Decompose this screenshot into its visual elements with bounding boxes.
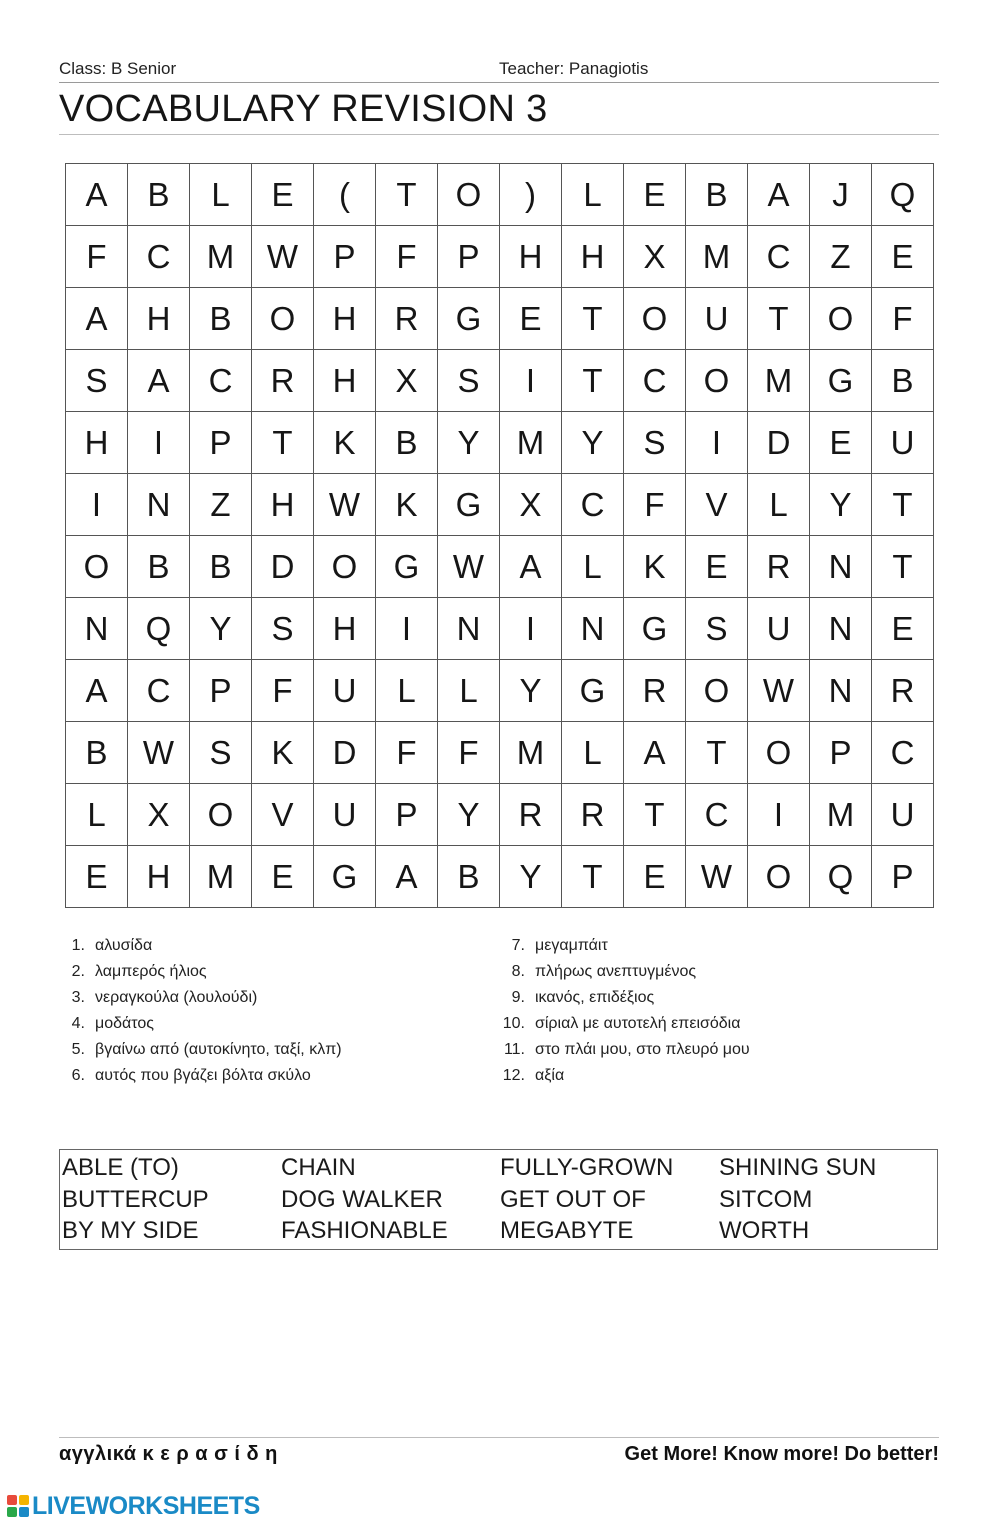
grid-cell[interactable]: E xyxy=(500,288,562,350)
grid-cell[interactable]: M xyxy=(190,846,252,908)
grid-cell[interactable]: N xyxy=(810,536,872,598)
word-bank-item: GET OUT OF xyxy=(500,1185,646,1213)
grid-cell[interactable]: Y xyxy=(190,598,252,660)
grid-cell[interactable]: C xyxy=(128,660,190,722)
grid-cell[interactable]: U xyxy=(314,784,376,846)
grid-cell[interactable]: S xyxy=(252,598,314,660)
clue-number: 2. xyxy=(71,963,85,980)
grid-cell[interactable]: K xyxy=(314,412,376,474)
word-bank-item: BUTTERCUP xyxy=(62,1185,209,1213)
grid-cell[interactable]: Y xyxy=(438,412,500,474)
footer-author: αγγλικά κ ε ρ α σ ί δ η xyxy=(59,1443,278,1465)
grid-cell[interactable]: A xyxy=(66,288,128,350)
grid-cell[interactable]: Q xyxy=(810,846,872,908)
grid-cell[interactable]: C xyxy=(624,350,686,412)
grid-cell[interactable]: S xyxy=(686,598,748,660)
grid-cell[interactable]: X xyxy=(624,226,686,288)
footer-divider xyxy=(59,1437,939,1438)
word-bank-item: SITCOM xyxy=(719,1185,813,1213)
grid-cell[interactable]: F xyxy=(438,722,500,784)
grid-cell[interactable]: J xyxy=(810,164,872,226)
clue-number: 5. xyxy=(71,1041,85,1058)
grid-cell[interactable]: P xyxy=(438,226,500,288)
grid-cell[interactable]: O xyxy=(438,164,500,226)
clue-number: 7. xyxy=(511,937,525,954)
grid-row xyxy=(66,474,934,536)
grid-cell[interactable]: F xyxy=(872,288,934,350)
grid-cell[interactable]: Q xyxy=(128,598,190,660)
grid-cell[interactable]: I xyxy=(748,784,810,846)
grid-cell[interactable]: N xyxy=(810,660,872,722)
clue-text: βγαίνω από (αυτοκίνητο, ταξί, κλπ) xyxy=(95,1041,342,1058)
grid-cell[interactable]: N xyxy=(128,474,190,536)
grid-cell[interactable]: O xyxy=(252,288,314,350)
grid-cell[interactable]: E xyxy=(66,846,128,908)
grid-cell[interactable]: B xyxy=(66,722,128,784)
grid-cell[interactable]: G xyxy=(314,846,376,908)
word-bank-item: DOG WALKER xyxy=(281,1185,443,1213)
clue-number: 12. xyxy=(502,1067,525,1084)
grid-cell[interactable]: H xyxy=(252,474,314,536)
grid-cell[interactable]: O xyxy=(624,288,686,350)
grid-cell[interactable]: T xyxy=(562,288,624,350)
grid-cell[interactable]: H xyxy=(128,846,190,908)
grid-cell[interactable]: I xyxy=(128,412,190,474)
footer-slogan: Get More! Know more! Do better! xyxy=(624,1443,939,1465)
grid-cell[interactable]: K xyxy=(624,536,686,598)
grid-cell[interactable]: B xyxy=(376,412,438,474)
clue-text: στο πλάι μου, στο πλευρό μου xyxy=(535,1041,750,1058)
grid-cell[interactable]: I xyxy=(686,412,748,474)
grid-cell[interactable]: M xyxy=(748,350,810,412)
clue-item xyxy=(59,1063,499,1089)
grid-cell[interactable]: O xyxy=(190,784,252,846)
grid-cell[interactable]: B xyxy=(190,288,252,350)
grid-cell[interactable]: H xyxy=(128,288,190,350)
grid-row xyxy=(66,536,934,598)
grid-cell[interactable]: U xyxy=(314,660,376,722)
grid-cell[interactable]: G xyxy=(438,288,500,350)
grid-cell[interactable]: R xyxy=(252,350,314,412)
grid-cell[interactable]: R xyxy=(562,784,624,846)
grid-cell[interactable]: T xyxy=(252,412,314,474)
grid-cell[interactable]: Y xyxy=(562,412,624,474)
grid-cell[interactable]: A xyxy=(66,660,128,722)
grid-cell[interactable]: L xyxy=(562,722,624,784)
grid-cell[interactable]: L xyxy=(438,660,500,722)
grid-cell[interactable]: R xyxy=(872,660,934,722)
grid-cell[interactable]: G xyxy=(562,660,624,722)
grid-row xyxy=(66,164,934,226)
grid-cell[interactable]: U xyxy=(686,288,748,350)
clue-text: μοδάτος xyxy=(95,1015,154,1032)
grid-cell[interactable]: Y xyxy=(810,474,872,536)
grid-cell[interactable]: L xyxy=(748,474,810,536)
grid-row xyxy=(66,226,934,288)
grid-cell[interactable]: P xyxy=(190,412,252,474)
word-search-grid xyxy=(65,163,934,908)
grid-cell[interactable]: U xyxy=(872,784,934,846)
grid-row xyxy=(66,784,934,846)
grid-cell[interactable]: O xyxy=(748,722,810,784)
grid-cell[interactable]: F xyxy=(624,474,686,536)
grid-cell[interactable]: Q xyxy=(872,164,934,226)
word-bank-item: BY MY SIDE xyxy=(62,1217,199,1244)
grid-cell[interactable]: E xyxy=(252,846,314,908)
grid-cell[interactable]: B xyxy=(872,350,934,412)
grid-cell[interactable]: H xyxy=(500,226,562,288)
grid-cell[interactable]: T xyxy=(376,164,438,226)
grid-cell[interactable]: N xyxy=(810,598,872,660)
word-bank-item: CHAIN xyxy=(281,1154,356,1181)
clue-item xyxy=(59,1011,499,1037)
word-bank-item: ABLE (TO) xyxy=(62,1154,179,1181)
grid-cell[interactable]: R xyxy=(748,536,810,598)
grid-row xyxy=(66,598,934,660)
grid-cell[interactable]: P xyxy=(872,846,934,908)
grid-cell[interactable]: M xyxy=(686,226,748,288)
grid-cell[interactable]: N xyxy=(438,598,500,660)
grid-cell[interactable]: G xyxy=(624,598,686,660)
grid-cell[interactable]: C xyxy=(872,722,934,784)
grid-cell[interactable]: L xyxy=(66,784,128,846)
page-title: VOCABULARY REVISION 3 xyxy=(59,86,939,135)
clue-text: μεγαμπάιτ xyxy=(535,937,608,954)
grid-cell[interactable]: H xyxy=(314,598,376,660)
clue-item xyxy=(499,933,939,959)
word-bank-item: FASHIONABLE xyxy=(281,1217,448,1244)
grid-cell[interactable]: T xyxy=(872,474,934,536)
grid-cell[interactable]: A xyxy=(66,164,128,226)
grid-cell[interactable]: N xyxy=(562,598,624,660)
word-bank-item: SHINING SUN xyxy=(719,1154,877,1181)
grid-cell[interactable]: R xyxy=(500,784,562,846)
grid-cell[interactable]: A xyxy=(624,722,686,784)
grid-cell[interactable]: E xyxy=(686,536,748,598)
grid-cell[interactable]: Y xyxy=(500,846,562,908)
grid-cell[interactable]: T xyxy=(872,536,934,598)
liveworksheets-logo-icon xyxy=(6,1494,30,1518)
grid-cell[interactable]: D xyxy=(314,722,376,784)
grid-cell[interactable]: F xyxy=(252,660,314,722)
grid-cell[interactable]: E xyxy=(252,164,314,226)
grid-cell[interactable]: K xyxy=(376,474,438,536)
grid-cell[interactable]: B xyxy=(128,164,190,226)
grid-cell[interactable]: O xyxy=(810,288,872,350)
grid-cell[interactable]: V xyxy=(686,474,748,536)
grid-cell[interactable]: T xyxy=(686,722,748,784)
grid-cell[interactable]: O xyxy=(66,536,128,598)
grid-cell[interactable]: U xyxy=(872,412,934,474)
grid-cell[interactable]: E xyxy=(624,846,686,908)
grid-cell[interactable]: X xyxy=(376,350,438,412)
clue-text: αυτός που βγάζει βόλτα σκύλο xyxy=(95,1067,311,1084)
grid-cell[interactable]: W xyxy=(748,660,810,722)
grid-cell[interactable]: E xyxy=(872,598,934,660)
grid-cell[interactable]: G xyxy=(376,536,438,598)
clue-list-right xyxy=(499,933,939,1089)
grid-cell[interactable]: Y xyxy=(438,784,500,846)
clue-item xyxy=(59,985,499,1011)
clue-number: 6. xyxy=(71,1067,85,1084)
grid-cell[interactable]: S xyxy=(624,412,686,474)
grid-cell[interactable]: P xyxy=(314,226,376,288)
grid-cell[interactable]: A xyxy=(128,350,190,412)
grid-cell[interactable]: B xyxy=(686,164,748,226)
grid-cell[interactable]: I xyxy=(500,598,562,660)
grid-cell[interactable]: B xyxy=(128,536,190,598)
grid-cell[interactable]: C xyxy=(190,350,252,412)
clue-item xyxy=(499,959,939,985)
grid-cell[interactable]: E xyxy=(810,412,872,474)
grid-cell[interactable]: O xyxy=(748,846,810,908)
grid-cell[interactable]: C xyxy=(748,226,810,288)
grid-cell[interactable]: ) xyxy=(500,164,562,226)
grid-cell[interactable]: L xyxy=(562,536,624,598)
clue-item xyxy=(59,933,499,959)
clue-text: πλήρως ανεπτυγμένος xyxy=(535,963,697,980)
grid-row xyxy=(66,288,934,350)
grid-cell[interactable]: H xyxy=(562,226,624,288)
grid-cell[interactable]: E xyxy=(872,226,934,288)
grid-cell[interactable]: ( xyxy=(314,164,376,226)
clue-list-left xyxy=(59,933,499,1089)
grid-cell[interactable]: D xyxy=(252,536,314,598)
grid-cell[interactable]: S xyxy=(190,722,252,784)
grid-cell[interactable]: F xyxy=(66,226,128,288)
clue-number: 4. xyxy=(71,1015,85,1032)
grid-cell[interactable]: R xyxy=(624,660,686,722)
grid-cell[interactable]: T xyxy=(562,846,624,908)
grid-row xyxy=(66,722,934,784)
grid-row xyxy=(66,846,934,908)
clue-number: 11. xyxy=(503,1041,525,1058)
grid-cell[interactable]: O xyxy=(314,536,376,598)
clue-text: αξία xyxy=(535,1067,565,1084)
grid-cell[interactable]: T xyxy=(748,288,810,350)
grid-cell[interactable]: A xyxy=(500,536,562,598)
class-label: Class: B Senior xyxy=(59,59,177,78)
word-bank-item: FULLY-GROWN xyxy=(500,1154,674,1181)
grid-cell[interactable]: L xyxy=(190,164,252,226)
clue-text: λαμπερός ήλιος xyxy=(95,963,207,980)
grid-cell[interactable]: M xyxy=(810,784,872,846)
grid-cell[interactable]: C xyxy=(686,784,748,846)
grid-cell[interactable]: L xyxy=(562,164,624,226)
clue-number: 8. xyxy=(511,963,525,980)
clue-number: 9. xyxy=(511,989,525,1006)
word-bank-item: MEGABYTE xyxy=(500,1217,634,1244)
clue-item xyxy=(499,1037,939,1063)
clue-number: 1. xyxy=(71,937,85,954)
grid-cell[interactable]: O xyxy=(686,350,748,412)
grid-cell[interactable]: T xyxy=(624,784,686,846)
word-bank-item: WORTH xyxy=(719,1217,810,1244)
clue-item xyxy=(59,959,499,985)
grid-cell[interactable]: M xyxy=(500,722,562,784)
grid-cell[interactable]: W xyxy=(686,846,748,908)
grid-cell[interactable]: X xyxy=(500,474,562,536)
grid-cell[interactable]: L xyxy=(376,660,438,722)
grid-cell[interactable]: B xyxy=(190,536,252,598)
grid-cell[interactable]: Z xyxy=(190,474,252,536)
grid-cell[interactable]: M xyxy=(500,412,562,474)
clue-item xyxy=(499,1063,939,1089)
grid-cell[interactable]: P xyxy=(376,784,438,846)
grid-cell[interactable]: O xyxy=(686,660,748,722)
grid-cell[interactable]: W xyxy=(128,722,190,784)
liveworksheets-brand[interactable] xyxy=(6,1491,260,1521)
grid-cell[interactable]: F xyxy=(376,226,438,288)
grid-cell[interactable]: H xyxy=(314,288,376,350)
grid-cell[interactable]: W xyxy=(314,474,376,536)
grid-cell[interactable]: D xyxy=(748,412,810,474)
grid-cell[interactable]: I xyxy=(500,350,562,412)
clue-text: νεραγκούλα (λουλούδι) xyxy=(95,989,258,1006)
grid-cell[interactable]: C xyxy=(128,226,190,288)
clue-text: σίριαλ με αυτοτελή επεισόδια xyxy=(535,1015,741,1032)
grid-cell[interactable]: X xyxy=(128,784,190,846)
word-bank xyxy=(59,1149,938,1250)
grid-cell[interactable]: Y xyxy=(500,660,562,722)
grid-cell[interactable]: S xyxy=(438,350,500,412)
grid-cell[interactable]: U xyxy=(748,598,810,660)
teacher-label: Teacher: Panagiotis xyxy=(499,59,649,78)
worksheet-header xyxy=(59,58,939,83)
grid-row xyxy=(66,350,934,412)
clue-text: ικανός, επιδέξιος xyxy=(535,989,655,1006)
grid-cell[interactable]: I xyxy=(376,598,438,660)
grid-cell[interactable]: C xyxy=(562,474,624,536)
grid-cell[interactable]: H xyxy=(314,350,376,412)
grid-cell[interactable]: F xyxy=(376,722,438,784)
grid-cell[interactable]: I xyxy=(66,474,128,536)
clue-item xyxy=(499,1011,939,1037)
grid-cell[interactable]: P xyxy=(190,660,252,722)
grid-cell[interactable]: Z xyxy=(810,226,872,288)
grid-cell[interactable]: A xyxy=(748,164,810,226)
grid-cell[interactable]: W xyxy=(438,536,500,598)
grid-cell[interactable]: T xyxy=(562,350,624,412)
clue-item xyxy=(59,1037,499,1063)
grid-cell[interactable]: P xyxy=(810,722,872,784)
grid-cell[interactable]: N xyxy=(66,598,128,660)
grid-cell[interactable]: H xyxy=(66,412,128,474)
clue-item xyxy=(499,985,939,1011)
clue-number: 10. xyxy=(502,1015,525,1032)
grid-cell[interactable]: G xyxy=(810,350,872,412)
grid-cell[interactable]: A xyxy=(376,846,438,908)
grid-cell[interactable]: B xyxy=(438,846,500,908)
grid-cell[interactable]: V xyxy=(252,784,314,846)
clue-number: 3. xyxy=(71,989,85,1006)
grid-cell[interactable]: K xyxy=(252,722,314,784)
grid-cell[interactable]: S xyxy=(66,350,128,412)
clue-text: αλυσίδα xyxy=(95,937,153,954)
brand-name: LIVEWORKSHEETS xyxy=(32,1491,260,1520)
grid-row xyxy=(66,412,934,474)
grid-cell[interactable]: E xyxy=(624,164,686,226)
grid-cell[interactable]: G xyxy=(438,474,500,536)
grid-row xyxy=(66,660,934,722)
grid-cell[interactable]: M xyxy=(190,226,252,288)
grid-cell[interactable]: R xyxy=(376,288,438,350)
grid-cell[interactable]: W xyxy=(252,226,314,288)
